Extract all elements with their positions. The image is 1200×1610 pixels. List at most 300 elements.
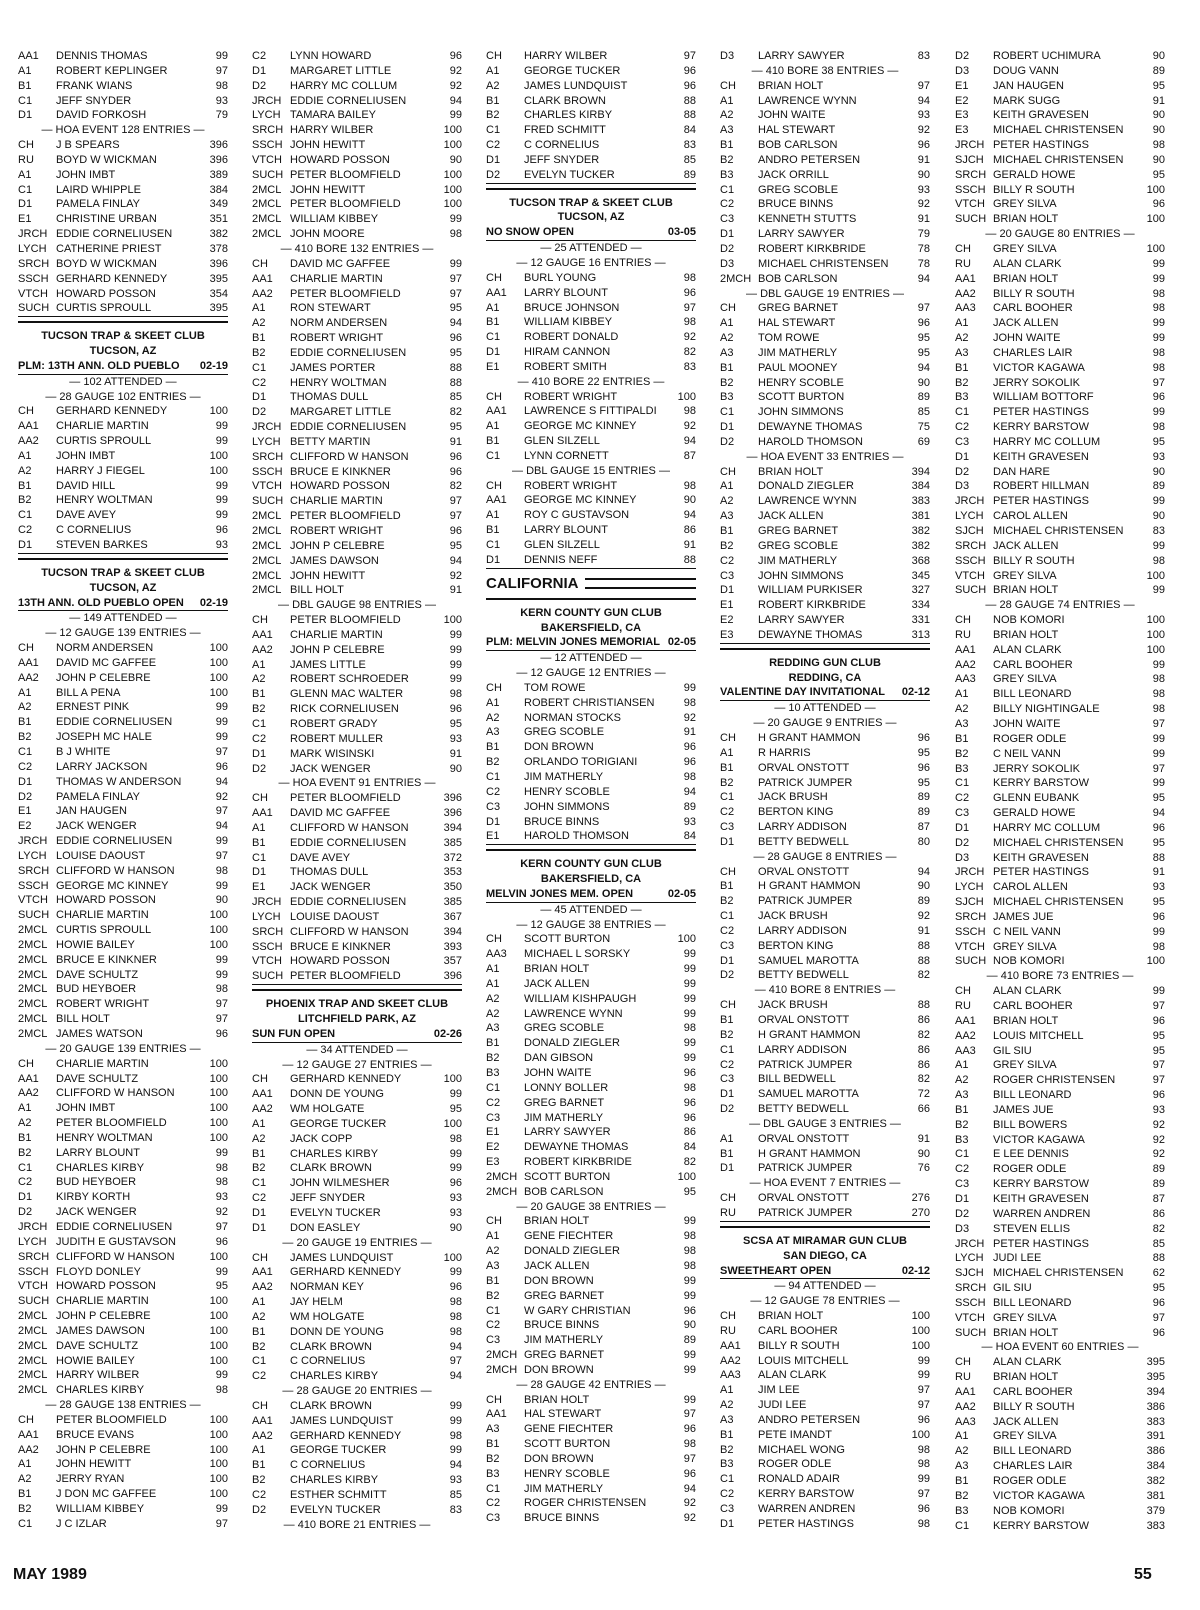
event-divider: — 28 GAUGE 74 ENTRIES — bbox=[985, 599, 1135, 612]
shooter-name: LOUISE DAOUST bbox=[56, 849, 146, 862]
score: 98 bbox=[215, 1161, 228, 1174]
shooter-name: JOHN SIMMONS bbox=[758, 569, 844, 582]
result-row bbox=[955, 1370, 1165, 1385]
class-code: VTCH bbox=[955, 198, 985, 211]
class-code: 2MCL bbox=[18, 1013, 48, 1026]
score: 89 bbox=[1152, 1163, 1165, 1176]
shooter-name: GREG SCOBLE bbox=[758, 183, 839, 196]
shooter-name: ALAN CLARK bbox=[993, 643, 1062, 656]
shooter-name: NORM ANDERSEN bbox=[290, 317, 388, 330]
result-row bbox=[252, 865, 462, 880]
shooter-name: LARRY SAWYER bbox=[758, 50, 845, 62]
score: 99 bbox=[449, 658, 462, 671]
score: 97 bbox=[683, 50, 696, 62]
shooter-name: BRUCE E KINKNER bbox=[290, 940, 391, 953]
class-code: SJCH bbox=[955, 1267, 984, 1280]
score: 100 bbox=[443, 198, 462, 211]
score: 97 bbox=[215, 998, 228, 1011]
shooter-name: JACK WENGER bbox=[56, 1206, 137, 1219]
score: 90 bbox=[1152, 510, 1165, 523]
shooter-name: HENRY WOLTMAN bbox=[290, 376, 387, 389]
shooter-name: EVELYN TUCKER bbox=[290, 1503, 381, 1516]
class-code: A1 bbox=[720, 480, 734, 493]
score: 99 bbox=[683, 1393, 696, 1406]
result-row bbox=[252, 1488, 462, 1503]
shooter-name: BETTY BEDWELL bbox=[758, 1103, 849, 1116]
result-row bbox=[18, 1220, 228, 1235]
class-code: D3 bbox=[955, 1222, 970, 1235]
score: 98 bbox=[1152, 346, 1165, 359]
class-code: A3 bbox=[955, 717, 969, 730]
score: 88 bbox=[683, 94, 696, 107]
score: 98 bbox=[1152, 421, 1165, 434]
score: 385 bbox=[443, 836, 462, 849]
result-row bbox=[18, 997, 228, 1012]
result-row bbox=[955, 1459, 1165, 1474]
result-row bbox=[486, 1111, 696, 1126]
result-row bbox=[955, 1251, 1165, 1266]
result-row bbox=[720, 539, 930, 554]
score: 396 bbox=[209, 153, 228, 166]
score: 99 bbox=[683, 1274, 696, 1287]
shooter-name: JACK ALLEN bbox=[758, 510, 824, 523]
shooter-name: JIM MATHERLY bbox=[524, 1111, 604, 1124]
shooter-name: THOMAS DULL bbox=[290, 866, 369, 879]
result-row bbox=[955, 1519, 1165, 1534]
score: 91 bbox=[1152, 94, 1165, 107]
class-code: SUCH bbox=[252, 495, 284, 508]
class-code: E3 bbox=[720, 628, 734, 641]
result-row bbox=[252, 1354, 462, 1369]
result-row bbox=[18, 775, 228, 790]
result-row bbox=[252, 479, 462, 494]
shooter-name: WILLIAM KISHPAUGH bbox=[524, 992, 637, 1005]
score: 99 bbox=[683, 977, 696, 990]
shooter-name: LARRY ADDISON bbox=[758, 1043, 847, 1056]
class-code: 2MCH bbox=[720, 272, 752, 285]
score: 88 bbox=[1152, 1252, 1165, 1265]
result-row bbox=[18, 656, 228, 671]
class-code: A2 bbox=[486, 1245, 500, 1258]
class-code: C1 bbox=[18, 1517, 33, 1530]
club-location: TUCSON, AZ bbox=[557, 211, 625, 224]
shooter-name: R HARRIS bbox=[758, 746, 811, 759]
event-title: SWEETHEART OPEN bbox=[720, 1264, 832, 1277]
shooter-name: SCOTT BURTON bbox=[524, 1170, 611, 1183]
score: 100 bbox=[209, 1057, 228, 1070]
score: 100 bbox=[443, 168, 462, 181]
class-code: A2 bbox=[252, 673, 266, 686]
score: 86 bbox=[917, 1014, 930, 1026]
score: 100 bbox=[911, 1428, 930, 1441]
score: 98 bbox=[1152, 940, 1165, 953]
score: 379 bbox=[1146, 1504, 1165, 1517]
class-code: A2 bbox=[252, 1310, 266, 1323]
class-code: CH bbox=[486, 479, 502, 492]
result-row bbox=[486, 168, 696, 184]
score: 91 bbox=[917, 153, 930, 166]
shooter-name: BETTY BEDWELL bbox=[758, 835, 849, 848]
class-code: CH bbox=[720, 79, 736, 92]
score: 396 bbox=[209, 257, 228, 270]
result-row bbox=[955, 1029, 1165, 1044]
score: 88 bbox=[683, 109, 696, 122]
shooter-name: KERRY BARSTOW bbox=[993, 777, 1089, 790]
shoot-header bbox=[486, 598, 696, 652]
shooter-name: HIRAM CANNON bbox=[524, 346, 611, 359]
class-code: C3 bbox=[720, 821, 735, 834]
class-code: SRCH bbox=[955, 910, 987, 923]
class-code: D2 bbox=[252, 1503, 267, 1516]
result-row bbox=[18, 1428, 228, 1443]
score: 95 bbox=[1152, 896, 1165, 909]
shooter-name: CURTIS SPROULL bbox=[56, 924, 152, 937]
score: 85 bbox=[917, 406, 930, 419]
class-code: E1 bbox=[18, 805, 32, 818]
class-code: C1 bbox=[486, 1304, 501, 1317]
class-code: D1 bbox=[252, 1206, 267, 1219]
score: 99 bbox=[215, 1503, 228, 1515]
event-title-line bbox=[486, 225, 696, 241]
class-code: A1 bbox=[252, 821, 266, 834]
score: 88 bbox=[917, 939, 930, 952]
score: 94 bbox=[449, 554, 462, 567]
score: 99 bbox=[449, 257, 462, 270]
shooter-name: PETER HASTINGS bbox=[993, 406, 1089, 419]
shooter-name: LAWRENCE WYNN bbox=[758, 94, 857, 107]
class-code: D1 bbox=[18, 539, 33, 551]
shooter-name: MICHAEL L SORSKY bbox=[524, 948, 631, 961]
shooter-name: PETER BLOOMFIELD bbox=[290, 168, 401, 181]
class-code: D2 bbox=[252, 762, 267, 775]
class-code: B1 bbox=[720, 525, 734, 537]
result-row bbox=[252, 123, 462, 138]
score: 90 bbox=[449, 153, 462, 166]
shooter-name: H GRANT HAMMON bbox=[758, 1028, 861, 1041]
shooter-name: KERRY BARSTOW bbox=[993, 1519, 1089, 1532]
shooter-name: HAL STEWART bbox=[758, 124, 836, 137]
score: 99 bbox=[917, 1354, 930, 1367]
result-row bbox=[720, 79, 930, 94]
result-row bbox=[955, 569, 1165, 584]
score: 276 bbox=[911, 1192, 930, 1205]
score: 98 bbox=[215, 1176, 228, 1189]
shooter-name: EDDIE CORNELIUSEN bbox=[290, 346, 407, 359]
result-row bbox=[720, 865, 930, 880]
class-code: C1 bbox=[252, 851, 267, 864]
class-code: RU bbox=[720, 1206, 736, 1219]
score: 396 bbox=[209, 139, 228, 152]
result-row bbox=[252, 1147, 462, 1162]
shooter-name: E LEE DENNIS bbox=[993, 1148, 1069, 1161]
score: 99 bbox=[1152, 272, 1165, 285]
result-row bbox=[252, 1265, 462, 1280]
class-code: A1 bbox=[486, 301, 500, 314]
shooter-name: CHARLES KIRBY bbox=[524, 109, 613, 122]
result-row bbox=[720, 212, 930, 227]
result-row bbox=[720, 1102, 930, 1117]
event-title-line bbox=[720, 685, 930, 701]
shooter-name: DEWAYNE THOMAS bbox=[524, 1141, 629, 1154]
score: 90 bbox=[683, 494, 696, 507]
class-code: AA2 bbox=[955, 287, 976, 300]
score: 98 bbox=[215, 983, 228, 996]
score: 94 bbox=[917, 865, 930, 878]
result-row bbox=[955, 1147, 1165, 1162]
result-row bbox=[486, 1007, 696, 1022]
result-row bbox=[252, 1102, 462, 1117]
shooter-name: BRUCE BINNS bbox=[758, 198, 834, 211]
club-location: TUCSON, AZ bbox=[89, 581, 157, 594]
score: 94 bbox=[215, 775, 228, 788]
class-code: AA2 bbox=[252, 1429, 273, 1442]
score: 91 bbox=[917, 213, 930, 226]
score: 100 bbox=[443, 183, 462, 196]
results-column-3 bbox=[486, 49, 696, 1526]
shooter-name: BERTON KING bbox=[758, 806, 834, 819]
shooter-name: BRIAN HOLT bbox=[993, 628, 1059, 641]
shooter-name: JOHN WILMESHER bbox=[290, 1177, 390, 1190]
score: 90 bbox=[683, 1319, 696, 1332]
score: 100 bbox=[209, 686, 228, 699]
shooter-name: BRIAN HOLT bbox=[758, 1310, 824, 1323]
result-row bbox=[252, 197, 462, 212]
class-code: B1 bbox=[486, 94, 500, 107]
shooter-name: GREY SILVA bbox=[993, 1311, 1057, 1324]
class-code: CH bbox=[486, 681, 502, 694]
score: 96 bbox=[917, 731, 930, 744]
shooter-name: CHARLES KIRBY bbox=[290, 1147, 379, 1160]
score: 93 bbox=[1152, 1103, 1165, 1116]
class-code: A1 bbox=[486, 963, 500, 976]
result-row bbox=[486, 419, 696, 434]
shooter-name: CHARLIE MARTIN bbox=[56, 909, 149, 922]
score: 97 bbox=[215, 1013, 228, 1026]
shooter-name: GREG BARNET bbox=[524, 1289, 605, 1302]
result-row bbox=[720, 1087, 930, 1102]
class-code: CH bbox=[955, 985, 971, 998]
score: 90 bbox=[1152, 153, 1165, 166]
class-code: CH bbox=[252, 1073, 268, 1086]
class-code: B2 bbox=[955, 376, 969, 389]
result-row bbox=[252, 257, 462, 272]
score: 80 bbox=[917, 835, 930, 848]
class-code: A1 bbox=[252, 1117, 266, 1130]
result-row bbox=[252, 969, 462, 985]
class-code: SSCH bbox=[955, 1296, 986, 1309]
shooter-name: DONALD ZIEGLER bbox=[524, 1245, 620, 1258]
class-code: A1 bbox=[252, 302, 266, 315]
score: 88 bbox=[1152, 851, 1165, 864]
result-row bbox=[720, 346, 930, 361]
shooter-name: BILL LEONARD bbox=[993, 1089, 1072, 1102]
shooter-name: RICK CORNELIUSEN bbox=[290, 703, 399, 716]
class-code: C2 bbox=[955, 792, 970, 805]
shooter-name: WM HOLGATE bbox=[290, 1103, 365, 1116]
score: 87 bbox=[1152, 1192, 1165, 1205]
score: 91 bbox=[449, 584, 462, 597]
shooter-name: PETER BLOOMFIELD bbox=[290, 614, 401, 627]
shooter-name: JOHN WAITE bbox=[524, 1067, 592, 1079]
shoot-header bbox=[720, 1226, 930, 1280]
class-code: D1 bbox=[486, 346, 501, 359]
score: 100 bbox=[209, 464, 228, 477]
shooter-name: BRIAN HOLT bbox=[524, 963, 590, 976]
shooter-name: JIM LEE bbox=[758, 1384, 800, 1397]
score: 95 bbox=[449, 346, 462, 359]
shooter-name: CLIFFORD W HANSON bbox=[56, 1250, 175, 1263]
score: 92 bbox=[683, 331, 696, 344]
result-row bbox=[252, 1295, 462, 1310]
event-title: MELVIN JONES MEM. OPEN bbox=[486, 887, 634, 900]
shooter-name: PETER HASTINGS bbox=[993, 1237, 1089, 1250]
class-code: C1 bbox=[955, 1148, 970, 1161]
shooter-name: ROGER CHRISTENSEN bbox=[993, 1074, 1116, 1087]
result-row bbox=[252, 910, 462, 925]
score: 270 bbox=[911, 1206, 930, 1219]
shooter-name: SCOTT BURTON bbox=[524, 933, 611, 946]
score: 82 bbox=[683, 1156, 696, 1169]
score: 96 bbox=[1152, 391, 1165, 404]
result-row bbox=[486, 330, 696, 345]
score: 96 bbox=[917, 1413, 930, 1426]
result-row bbox=[252, 1161, 462, 1176]
score: 95 bbox=[917, 776, 930, 789]
class-code: B2 bbox=[955, 747, 969, 760]
result-row bbox=[18, 1487, 228, 1502]
score: 87 bbox=[683, 449, 696, 462]
class-code: C2 bbox=[720, 1488, 735, 1501]
result-row bbox=[955, 539, 1165, 554]
result-row bbox=[720, 1191, 930, 1206]
result-row bbox=[955, 1058, 1165, 1073]
result-row bbox=[18, 49, 228, 64]
class-code: A1 bbox=[252, 1296, 266, 1309]
score: 95 bbox=[1152, 79, 1165, 92]
shooter-name: JERRY SOKOLIK bbox=[993, 762, 1081, 775]
result-row bbox=[955, 509, 1165, 524]
result-row bbox=[252, 153, 462, 168]
score: 92 bbox=[917, 910, 930, 923]
class-code: A2 bbox=[720, 109, 734, 122]
class-code: 2MCL bbox=[18, 938, 48, 951]
event-divider: — DBL GAUGE 3 ENTRIES — bbox=[749, 1117, 901, 1130]
class-code: AA3 bbox=[955, 1044, 976, 1057]
class-code: SJCH bbox=[955, 153, 984, 166]
score: 94 bbox=[683, 785, 696, 798]
score: 99 bbox=[917, 1369, 930, 1382]
class-code: E3 bbox=[955, 124, 969, 137]
class-code: B1 bbox=[486, 435, 500, 448]
score: 98 bbox=[1152, 361, 1165, 374]
shooter-name: C CORNELIUS bbox=[290, 1459, 366, 1472]
shooter-name: PETE IMANDT bbox=[758, 1428, 832, 1441]
result-row bbox=[252, 108, 462, 123]
result-row bbox=[252, 1443, 462, 1458]
event-divider: — 410 BORE 21 ENTRIES — bbox=[283, 1518, 431, 1531]
class-code: SUCH bbox=[252, 970, 284, 983]
class-code: B2 bbox=[720, 776, 734, 789]
result-row bbox=[486, 1170, 696, 1185]
score: 96 bbox=[449, 525, 462, 537]
score: 93 bbox=[449, 1192, 462, 1205]
class-code: LYCH bbox=[252, 435, 281, 448]
score: 88 bbox=[449, 361, 462, 374]
result-row bbox=[720, 494, 930, 509]
score: 395 bbox=[1146, 1371, 1165, 1384]
shooter-name: GLEN SILZELL bbox=[524, 435, 600, 448]
result-row bbox=[955, 242, 1165, 257]
score: 99 bbox=[449, 1399, 462, 1412]
result-row bbox=[720, 1132, 930, 1147]
class-code: AA1 bbox=[486, 286, 507, 299]
class-code: LYCH bbox=[18, 1235, 47, 1248]
result-row bbox=[955, 1207, 1165, 1222]
class-code: SUCH bbox=[955, 1326, 987, 1339]
score: 95 bbox=[917, 332, 930, 345]
result-row bbox=[955, 524, 1165, 539]
shooter-name: CHARLIE MARTIN bbox=[290, 272, 383, 285]
shooter-name: DONN DE YOUNG bbox=[290, 1325, 384, 1338]
shooter-name: JAMES LITTLE bbox=[290, 658, 366, 671]
result-row bbox=[720, 1013, 930, 1028]
result-row bbox=[720, 1324, 930, 1339]
event-divider: — 12 GAUGE 27 ENTRIES — bbox=[282, 1058, 432, 1071]
class-code: CH bbox=[720, 465, 736, 478]
state-rule bbox=[585, 578, 697, 589]
score: 91 bbox=[1152, 866, 1165, 879]
class-code: 2MCL bbox=[252, 183, 282, 196]
score: 396 bbox=[443, 792, 462, 805]
result-row bbox=[18, 1235, 228, 1250]
shooter-name: BETTY MARTIN bbox=[290, 435, 371, 448]
result-row bbox=[720, 835, 930, 850]
score: 93 bbox=[917, 109, 930, 122]
result-row bbox=[720, 613, 930, 628]
club-location: SAN DIEGO, CA bbox=[783, 1249, 867, 1262]
class-code: B3 bbox=[486, 1067, 500, 1079]
result-row bbox=[486, 992, 696, 1007]
score: 386 bbox=[1146, 1445, 1165, 1458]
class-code: C2 bbox=[955, 421, 970, 434]
score: 394 bbox=[911, 465, 930, 478]
score: 385 bbox=[443, 896, 462, 909]
score: 86 bbox=[917, 1043, 930, 1056]
score: 84 bbox=[683, 124, 696, 137]
class-code: B3 bbox=[955, 762, 969, 775]
shooter-name: MARK WISINSKI bbox=[290, 747, 375, 760]
result-row bbox=[955, 420, 1165, 435]
result-row bbox=[720, 583, 930, 598]
shooter-name: CHARLIE MARTIN bbox=[290, 628, 383, 641]
shooter-name: HOWIE BAILEY bbox=[56, 1354, 135, 1367]
event-title-line bbox=[18, 596, 228, 612]
shooter-name: HARRY WILBER bbox=[290, 124, 374, 137]
shooter-name: JACK ALLEN bbox=[993, 1415, 1059, 1428]
score: 62 bbox=[1152, 1267, 1165, 1280]
score: 99 bbox=[1152, 732, 1165, 745]
result-row bbox=[18, 138, 228, 153]
class-code: RU bbox=[720, 1324, 736, 1337]
shooter-name: EDDIE CORNELIUSEN bbox=[290, 896, 407, 909]
shooter-name: HENRY WOLTMAN bbox=[56, 1131, 153, 1144]
result-row bbox=[252, 1251, 462, 1266]
result-row bbox=[486, 1140, 696, 1155]
score: 76 bbox=[917, 1162, 930, 1175]
result-row bbox=[18, 715, 228, 730]
shooter-name: BUD HEYBOER bbox=[56, 983, 137, 996]
shooter-name: LARRY SAWYER bbox=[758, 228, 845, 241]
